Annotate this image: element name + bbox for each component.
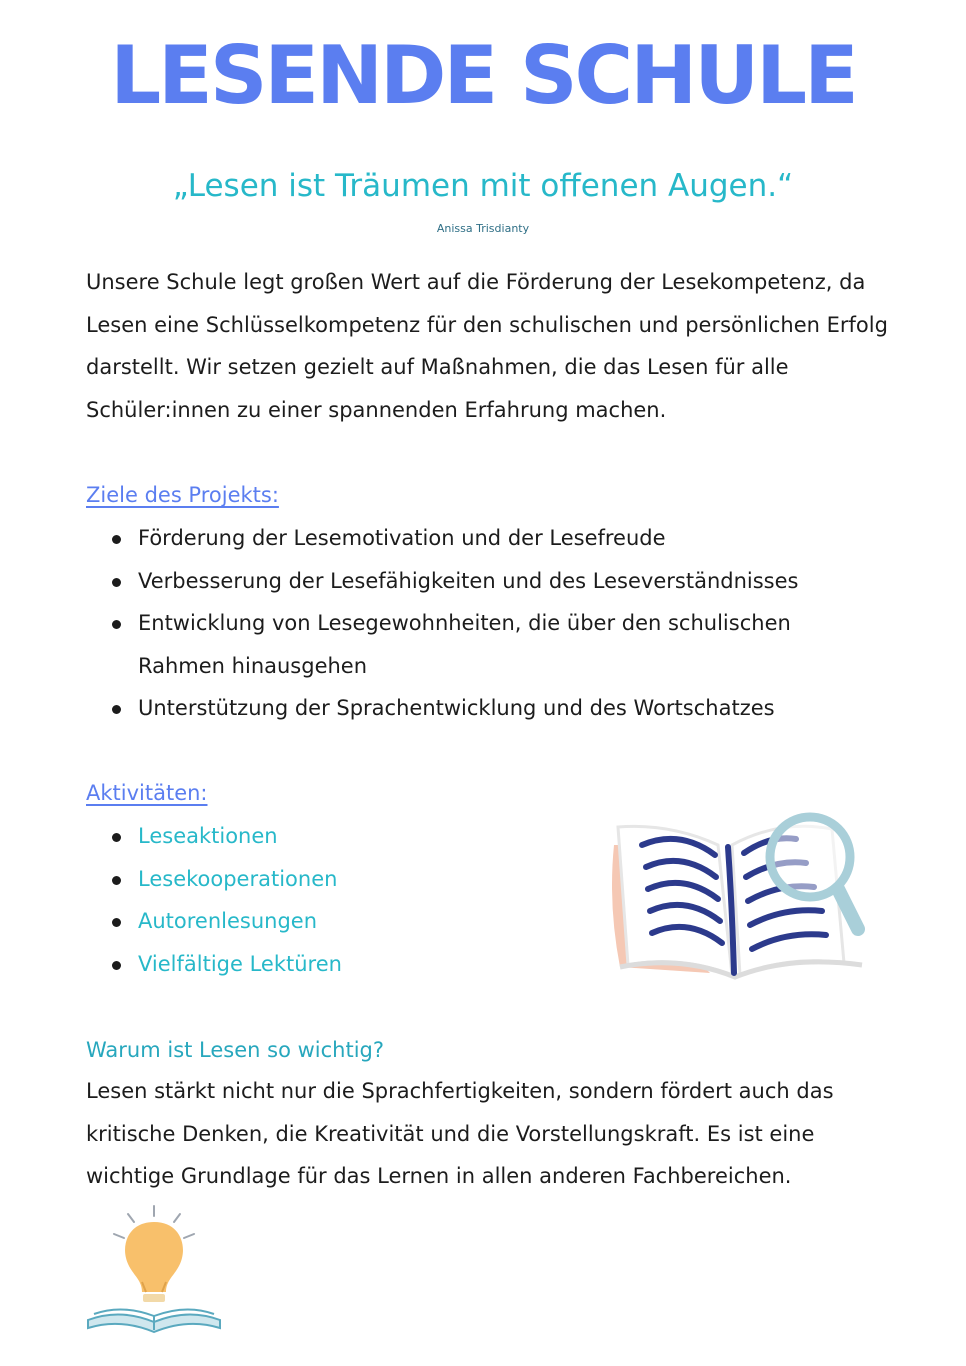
why-heading: Warum ist Lesen so wichtig?: [86, 1038, 385, 1062]
open-book-magnifier-icon: [600, 805, 870, 990]
list-item: Autorenlesungen: [86, 900, 546, 943]
list-item: Verbesserung der Lesefähigkeiten und des Leseverständnisses: [86, 560, 876, 603]
quote: „Lesen ist Träumen mit offenen Augen.“: [172, 168, 794, 204]
list-item: Unterstützung der Sprachentwicklung und des Wortschatzes: [86, 687, 876, 730]
goals-heading: Ziele des Projekts:: [86, 483, 279, 507]
lightbulb-book-icon: [80, 1200, 230, 1340]
list-item: Förderung der Lesemotivation und der Lesefreude: [86, 517, 876, 560]
page-title: LESENDE SCHULE: [110, 29, 856, 122]
quote-author: Anissa Trisdianty: [436, 222, 530, 235]
list-item: Vielfältige Lektüren: [86, 943, 546, 986]
activities-heading: Aktivitäten:: [86, 781, 208, 805]
goals-list: [86, 517, 876, 730]
list-item: Lesekooperationen: [86, 858, 546, 901]
activities-list: [86, 815, 546, 985]
intro-paragraph: Unsere Schule legt großen Wert auf die Förderung der Lesekompetenz, da Lesen eine Schlüsselkompetenz für den schulischen und persönlichen Erfolg darstellt. Wir setzen gezielt auf Maßnahmen, die das Lesen für alle Schüler:innen zu einer spannenden Erfahrung machen.: [86, 270, 888, 422]
list-item: Entwicklung von Lesegewohnheiten, die über den schulischen Rahmen hinausgehen: [86, 602, 876, 687]
list-item: Leseaktionen: [86, 815, 546, 858]
why-paragraph: Lesen stärkt nicht nur die Sprachfertigkeiten, sondern fördert auch das kritische Denken, die Kreativität und die Vorstellungskraft. Es ist eine wichtige Grundlage für das Lernen in allen anderen Fachbereichen.: [86, 1079, 834, 1188]
